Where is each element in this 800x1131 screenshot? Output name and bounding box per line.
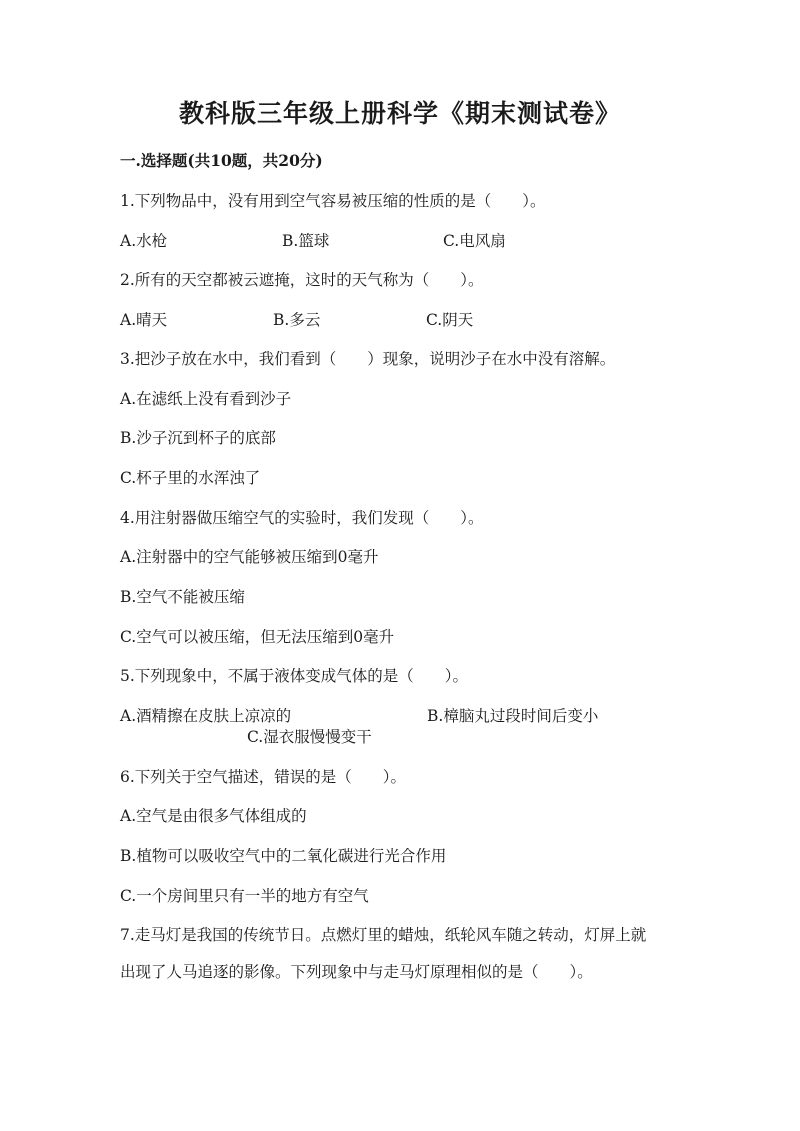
question-5-stem: 5.下列现象中，不属于液体变成气体的是（ ）。 bbox=[120, 667, 469, 685]
question-2-option-a: A.晴天 bbox=[120, 311, 168, 329]
question-5-option-a: A.酒精擦在皮肤上凉凉的 bbox=[120, 707, 292, 725]
question-3-option-c: C.杯子里的水浑浊了 bbox=[120, 469, 261, 487]
question-1-stem: 1.下列物品中，没有用到空气容易被压缩的性质的是（ ）。 bbox=[120, 192, 546, 210]
question-4-option-c: C.空气可以被压缩，但无法压缩到0毫升 bbox=[120, 628, 395, 646]
section-heading: 一.选择题(共10题，共20分) bbox=[120, 151, 323, 170]
question-4-option-b: B.空气不能被压缩 bbox=[120, 588, 245, 606]
question-7-stem-line-1: 7.走马灯是我国的传统节日。点燃灯里的蜡烛，纸轮风车随之转动，灯屏上就 bbox=[120, 926, 647, 944]
question-2-option-b: B.多云 bbox=[273, 311, 321, 329]
question-4-stem: 4.用注射器做压缩空气的实验时，我们发现（ ）。 bbox=[120, 509, 484, 527]
page-title: 教科版三年级上册科学《期末测试卷》 bbox=[178, 99, 621, 128]
question-2-stem: 2.所有的天空都被云遮掩，这时的天气称为（ ）。 bbox=[120, 271, 484, 289]
question-1-option-b: B.篮球 bbox=[282, 232, 330, 250]
question-6-option-c: C.一个房间里只有一半的地方有空气 bbox=[120, 887, 369, 905]
question-2-option-c: C.阴天 bbox=[426, 311, 474, 329]
question-5-option-b: B.樟脑丸过段时间后变小 bbox=[427, 707, 599, 725]
question-3-stem: 3.把沙子放在水中，我们看到（ ）现象，说明沙子在水中没有溶解。 bbox=[120, 350, 616, 368]
question-1-option-c: C.电风扇 bbox=[443, 232, 506, 250]
question-6-stem: 6.下列关于空气描述，错误的是（ ）。 bbox=[120, 768, 407, 786]
question-3-option-b: B.沙子沉到杯子的底部 bbox=[120, 429, 276, 447]
question-5-option-c: C.湿衣服慢慢变干 bbox=[247, 728, 372, 746]
question-1-option-a: A.水枪 bbox=[120, 232, 168, 250]
question-6-option-a: A.空气是由很多气体组成的 bbox=[120, 807, 307, 825]
question-6-option-b: B.植物可以吸收空气中的二氧化碳进行光合作用 bbox=[120, 847, 447, 865]
question-7-stem-line-2: 出现了人马追逐的影像。下列现象中与走马灯原理相似的是（ ）。 bbox=[120, 963, 593, 981]
question-4-option-a: A.注射器中的空气能够被压缩到0毫升 bbox=[120, 548, 379, 566]
question-3-option-a: A.在滤纸上没有看到沙子 bbox=[120, 390, 292, 408]
